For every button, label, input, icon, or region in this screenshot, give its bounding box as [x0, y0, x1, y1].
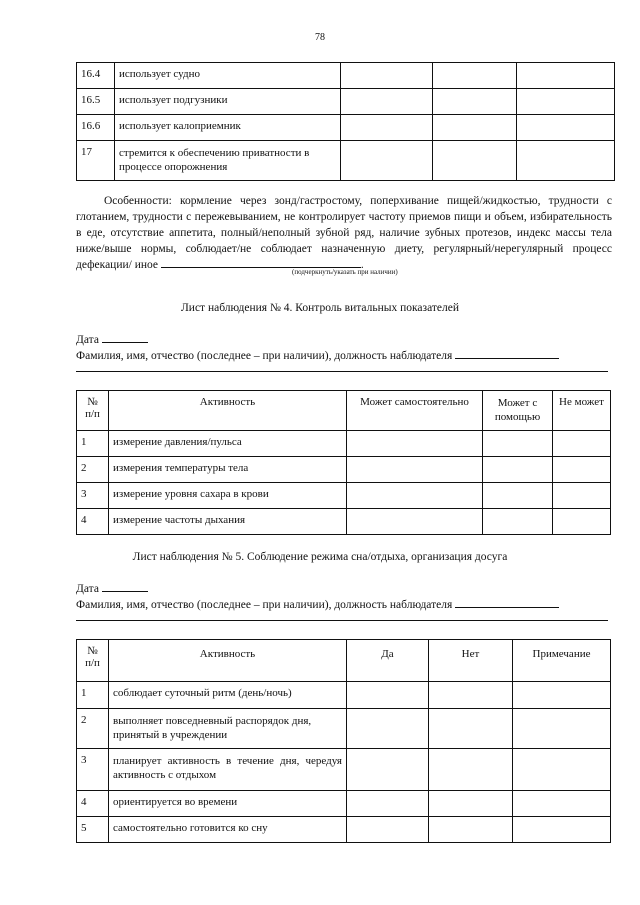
cell-col2[interactable]	[433, 89, 517, 115]
row-number: 3	[77, 749, 109, 791]
features-paragraph	[76, 193, 612, 273]
header-num: № п/п	[77, 640, 109, 682]
cell-col1[interactable]	[341, 115, 433, 141]
table-row	[77, 431, 611, 457]
cell-col3[interactable]	[553, 483, 611, 509]
row-activity: планирует активность в течение дня, чередуя активность с отдыхом	[109, 749, 347, 791]
row-activity: выполняет повседневный распорядок дня, принятый в учреждении	[109, 709, 347, 749]
table-header-row	[77, 640, 611, 682]
cell-col2[interactable]	[433, 141, 517, 181]
cell-yes[interactable]	[347, 817, 429, 843]
row-number: 4	[77, 791, 109, 817]
cell-col1[interactable]	[341, 63, 433, 89]
table-header-row	[77, 391, 611, 431]
cell-no[interactable]	[429, 749, 513, 791]
row-activity: самостоятельно готовится ко сну	[109, 817, 347, 843]
table-row	[77, 457, 611, 483]
cell-col1[interactable]	[347, 431, 483, 457]
sheet5-title: Лист наблюдения № 5. Соблюдение режима сна/отдыха, организация досуга	[132, 551, 508, 563]
cell-no[interactable]	[429, 682, 513, 709]
date-input[interactable]	[102, 332, 148, 343]
sheet4-title: Лист наблюдения № 4. Контроль витальных показателей	[180, 302, 460, 314]
cell-col2[interactable]	[483, 431, 553, 457]
cell-col3[interactable]	[517, 63, 615, 89]
cell-col1[interactable]	[347, 483, 483, 509]
features-end: .	[360, 259, 364, 271]
row-activity: использует подгузники	[115, 89, 341, 115]
sheet5-date-field	[76, 581, 148, 595]
cell-col2[interactable]	[483, 509, 553, 535]
cell-col1[interactable]	[341, 141, 433, 181]
cell-yes[interactable]	[347, 791, 429, 817]
sheet5-table	[76, 639, 611, 843]
header-col1: Да	[347, 640, 429, 682]
row-number: 1	[77, 682, 109, 709]
cell-col1[interactable]	[341, 89, 433, 115]
cell-col2[interactable]	[483, 483, 553, 509]
cell-note[interactable]	[513, 682, 611, 709]
cell-col1[interactable]	[347, 509, 483, 535]
cell-col3[interactable]	[517, 89, 615, 115]
row-activity: измерения температуры тела	[109, 457, 347, 483]
row-number: 3	[77, 483, 109, 509]
header-activity: Активность	[109, 640, 347, 682]
header-col2: Может с помощью	[483, 391, 553, 431]
row-number: 5	[77, 817, 109, 843]
page-number: 78	[315, 32, 325, 43]
cell-col2[interactable]	[433, 63, 517, 89]
row-activity: соблюдает суточный ритм (день/ночь)	[109, 682, 347, 709]
row-activity: ориентируется во времени	[109, 791, 347, 817]
cell-note[interactable]	[513, 817, 611, 843]
header-col3: Примечание	[513, 640, 611, 682]
cell-col2[interactable]	[483, 457, 553, 483]
table-row	[77, 817, 611, 843]
observer-input[interactable]	[455, 597, 559, 608]
table-row	[77, 791, 611, 817]
cell-no[interactable]	[429, 791, 513, 817]
observer-label: Фамилия, имя, отчество (последнее – при наличии), должность наблюдателя	[76, 350, 453, 362]
cell-col2[interactable]	[433, 115, 517, 141]
row-activity: измерение давления/пульса	[109, 431, 347, 457]
cell-no[interactable]	[429, 817, 513, 843]
sheet4-table	[76, 390, 611, 535]
observer-continuation-line[interactable]	[76, 371, 608, 372]
table-row	[77, 749, 611, 791]
sheet5-observer-field	[76, 597, 559, 611]
row-activity: измерение частоты дыхания	[109, 509, 347, 535]
header-col2: Нет	[429, 640, 513, 682]
row-number: 16.6	[77, 115, 115, 141]
row-number: 1	[77, 431, 109, 457]
cell-col3[interactable]	[517, 115, 615, 141]
header-col3: Не может	[553, 391, 611, 431]
table-row	[77, 709, 611, 749]
table-row	[77, 115, 615, 141]
cell-yes[interactable]	[347, 682, 429, 709]
cell-yes[interactable]	[347, 749, 429, 791]
cell-col3[interactable]	[553, 509, 611, 535]
observer-continuation-line[interactable]	[76, 620, 608, 621]
row-number: 4	[77, 509, 109, 535]
features-text: Особенности: кормление через зонд/гастростому, поперхивание пищей/жидкостью, трудности с глотанием, трудности с пережевыванием, не контролирует частоту приемов пищи и объем, избирательность в еде, отсутствие аппетита, полный/неполный зубной ряд, наличие зубных протезов, индекс массы тела ниже/выше нормы, соблюдает/не соблюдает назначенную диету, регулярный/нерегулярный процесс дефекации/ иное	[76, 195, 612, 271]
cell-note[interactable]	[513, 709, 611, 749]
observer-label: Фамилия, имя, отчество (последнее – при наличии), должность наблюдателя	[76, 599, 453, 611]
date-label: Дата	[76, 583, 99, 595]
row-number: 17	[77, 141, 115, 181]
cell-no[interactable]	[429, 709, 513, 749]
cell-note[interactable]	[513, 791, 611, 817]
cell-note[interactable]	[513, 749, 611, 791]
header-num: № п/п	[77, 391, 109, 431]
features-sublabel: (подчеркнуть/указать при наличии)	[292, 268, 398, 276]
cell-col3[interactable]	[553, 431, 611, 457]
sheet4-observer-field	[76, 348, 559, 362]
row-number: 16.4	[77, 63, 115, 89]
features-other-line[interactable]	[161, 257, 361, 268]
cell-yes[interactable]	[347, 709, 429, 749]
observer-input[interactable]	[455, 348, 559, 359]
row-number: 2	[77, 457, 109, 483]
date-label: Дата	[76, 334, 99, 346]
table-row	[77, 682, 611, 709]
sheet4-date-field	[76, 332, 148, 346]
table-row	[77, 63, 615, 89]
date-input[interactable]	[102, 581, 148, 592]
cell-col3[interactable]	[517, 141, 615, 181]
cell-col3[interactable]	[553, 457, 611, 483]
row-activity: использует калоприемник	[115, 115, 341, 141]
row-number: 2	[77, 709, 109, 749]
row-activity: стремится к обеспечению приватности в процессе опорожнения	[115, 141, 341, 181]
table-continuation	[76, 62, 615, 181]
table-row	[77, 509, 611, 535]
table-row	[77, 89, 615, 115]
row-number: 16.5	[77, 89, 115, 115]
row-activity: использует судно	[115, 63, 341, 89]
header-activity: Активность	[109, 391, 347, 431]
row-activity: измерение уровня сахара в крови	[109, 483, 347, 509]
table-row	[77, 483, 611, 509]
cell-col1[interactable]	[347, 457, 483, 483]
table-row	[77, 141, 615, 181]
header-col1: Может самостоятельно	[347, 391, 483, 431]
